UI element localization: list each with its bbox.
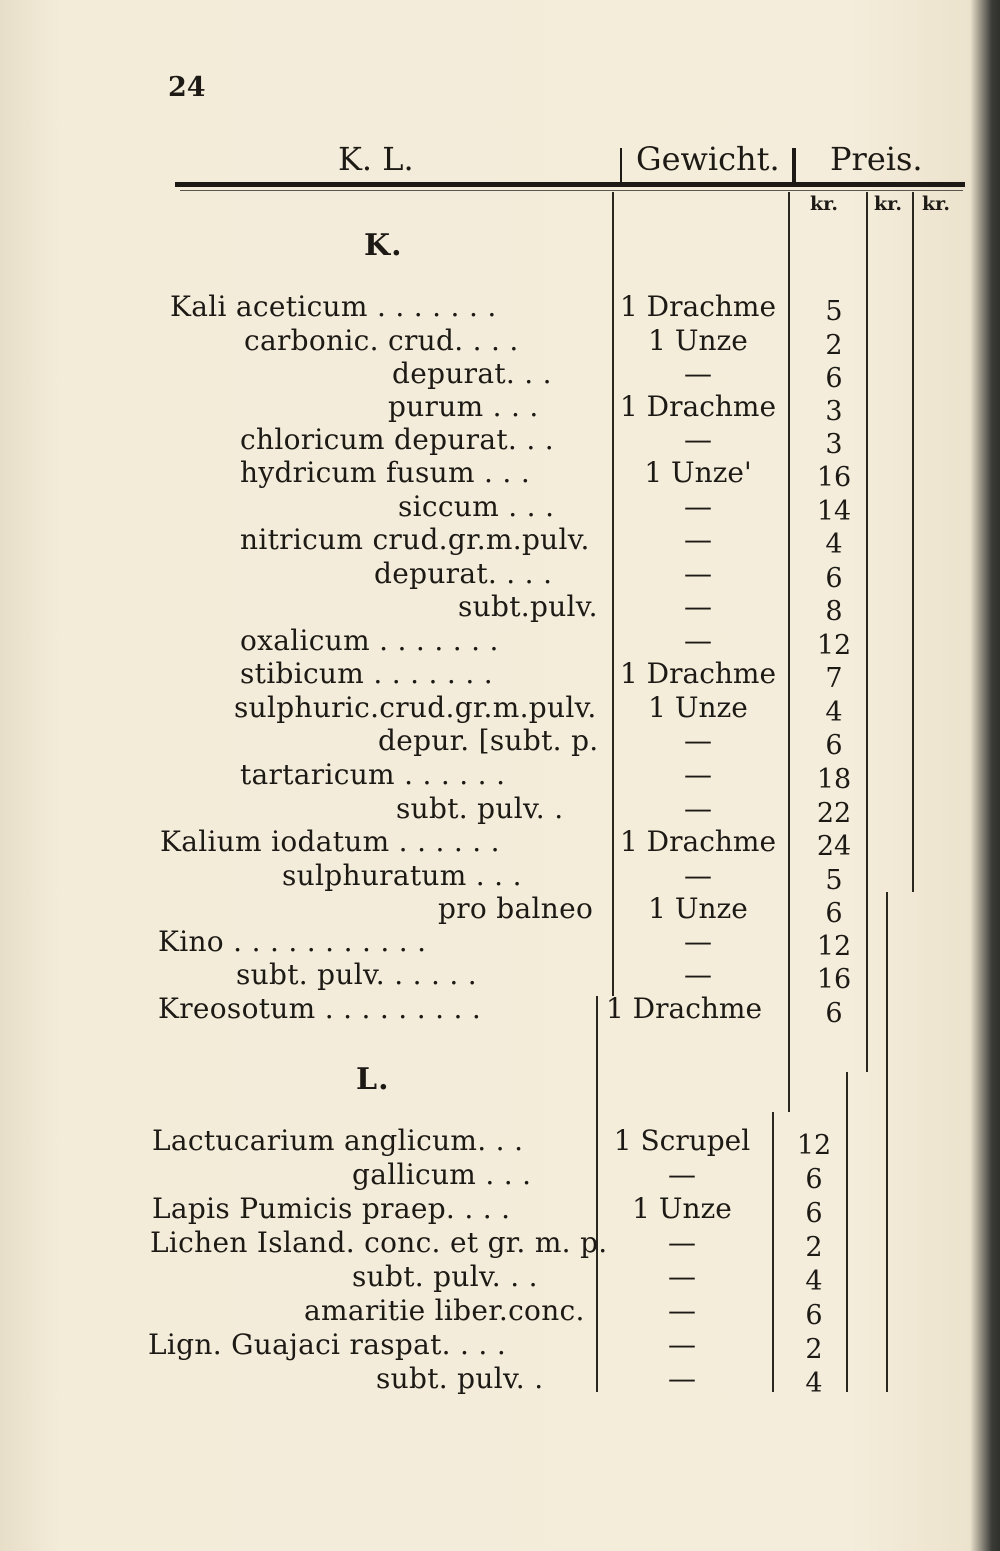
item-weight: 1 Drachme: [619, 825, 777, 858]
item-weight: —: [668, 1328, 696, 1361]
item-weight: —: [684, 423, 712, 456]
price-unit-kr: kr.: [810, 193, 839, 215]
item-name: chloricum depurat. . .: [240, 423, 554, 456]
item-name: Kali aceticum . . . . . . .: [170, 290, 497, 323]
item-weight: —: [668, 1158, 696, 1191]
header-rule: [175, 182, 965, 187]
item-name: sulphuratum . . .: [282, 859, 522, 892]
header-rule-thin: [180, 190, 963, 191]
item-price: 6: [805, 1300, 823, 1331]
item-price: 2: [805, 1232, 823, 1263]
item-weight: —: [684, 859, 712, 892]
item-price: 12: [816, 931, 852, 962]
item-price: 16: [816, 462, 852, 493]
item-weight: 1 Scrupel: [613, 1124, 751, 1157]
item-name: Lichen Island. conc. et gr. m. p.: [150, 1226, 608, 1259]
item-weight: —: [684, 792, 712, 825]
section-letter-k: K.: [364, 228, 403, 263]
item-name: stibicum . . . . . . .: [240, 657, 493, 690]
item-weight: 1 Drachme: [605, 992, 763, 1025]
item-price: 6: [825, 898, 843, 929]
item-price: 5: [825, 296, 843, 327]
item-name: carbonic. crud. . . .: [244, 324, 519, 357]
item-weight: 1 Drachme: [619, 290, 777, 323]
item-price: 6: [825, 363, 843, 394]
item-weight: —: [684, 557, 712, 590]
item-weight: —: [684, 958, 712, 991]
item-name: depur. [subt. p.: [378, 724, 599, 757]
page-number: 24: [168, 72, 206, 103]
item-price: 2: [825, 330, 843, 361]
item-weight: —: [684, 724, 712, 757]
item-weight: 1 Drachme: [619, 657, 777, 690]
item-name: subt. pulv. . . . . .: [236, 958, 477, 991]
item-name: nitricum crud.gr.m.pulv.: [240, 523, 590, 556]
item-price: 5: [825, 865, 843, 896]
item-weight: —: [684, 523, 712, 556]
item-name: tartaricum . . . . . .: [240, 758, 506, 791]
item-weight: —: [684, 925, 712, 958]
item-price: 7: [825, 663, 843, 694]
item-weight: —: [668, 1362, 696, 1395]
header-separator: [620, 148, 622, 182]
item-weight: 1 Unze': [644, 456, 752, 489]
section-letter-l: L.: [356, 1062, 390, 1097]
item-name: hydricum fusum . . .: [240, 456, 531, 489]
item-price: 6: [825, 730, 843, 761]
item-name: Lactucarium anglicum. . .: [152, 1124, 524, 1157]
item-price: 22: [816, 798, 852, 829]
column-line: [886, 892, 888, 1392]
item-name: subt. pulv. .: [376, 1362, 544, 1395]
item-weight: —: [684, 490, 712, 523]
item-price: 14: [816, 496, 852, 527]
item-price: 4: [805, 1368, 823, 1399]
item-weight: —: [684, 758, 712, 791]
item-name: Kalium iodatum . . . . . .: [160, 825, 500, 858]
item-price: 4: [825, 529, 843, 560]
item-price: 4: [825, 697, 843, 728]
item-weight: —: [684, 624, 712, 657]
item-price: 6: [805, 1198, 823, 1229]
item-price: 3: [825, 396, 843, 427]
item-name: gallicum . . .: [352, 1158, 532, 1191]
item-weight: 1 Unze: [648, 324, 748, 357]
item-name: subt. pulv. .: [396, 792, 564, 825]
item-weight: —: [684, 590, 712, 623]
header-price: Preis.: [830, 140, 923, 178]
item-name: subt.pulv.: [458, 590, 598, 623]
item-weight: —: [684, 357, 712, 390]
item-price: 6: [825, 563, 843, 594]
item-name: pro balneo: [438, 892, 594, 925]
item-price: 2: [805, 1334, 823, 1365]
item-price: 12: [816, 630, 852, 661]
item-name: Kino . . . . . . . . . . .: [158, 925, 427, 958]
header-names: K. L.: [338, 140, 414, 178]
item-name: siccum . . .: [398, 490, 555, 523]
item-name: depurat. . .: [392, 357, 552, 390]
item-name: Lapis Pumicis praep. . . .: [152, 1192, 511, 1225]
item-price: 3: [825, 429, 843, 460]
item-price: 16: [816, 964, 852, 995]
item-price: 6: [825, 998, 843, 1029]
item-name: Kreosotum . . . . . . . . .: [158, 992, 482, 1025]
item-weight: —: [668, 1260, 696, 1293]
item-name: Lign. Guajaci raspat. . . .: [148, 1328, 507, 1361]
item-weight: 1 Unze: [648, 691, 748, 724]
item-name: purum . . .: [388, 390, 539, 423]
item-weight: 1 Unze: [648, 892, 748, 925]
item-price: 12: [796, 1130, 832, 1161]
item-price: 4: [805, 1266, 823, 1297]
item-name: amaritie liber.conc.: [304, 1294, 585, 1327]
header-separator: [792, 148, 796, 182]
item-price: 24: [816, 831, 852, 862]
price-unit-kr: kr.: [874, 193, 903, 215]
item-name: depurat. . . .: [374, 557, 553, 590]
column-line: [912, 192, 914, 892]
item-weight: 1 Drachme: [619, 390, 777, 423]
item-weight: 1 Unze: [632, 1192, 732, 1225]
item-price: 8: [825, 596, 843, 627]
item-weight: —: [668, 1226, 696, 1259]
item-price: 6: [805, 1164, 823, 1195]
item-price: 18: [816, 764, 852, 795]
item-name: oxalicum . . . . . . .: [240, 624, 499, 657]
item-weight: —: [668, 1294, 696, 1327]
header-weight: Gewicht.: [636, 140, 780, 178]
price-unit-kr: kr.: [922, 193, 951, 215]
item-name: sulphuric.crud.gr.m.pulv.: [234, 691, 597, 724]
item-name: subt. pulv. . .: [352, 1260, 538, 1293]
